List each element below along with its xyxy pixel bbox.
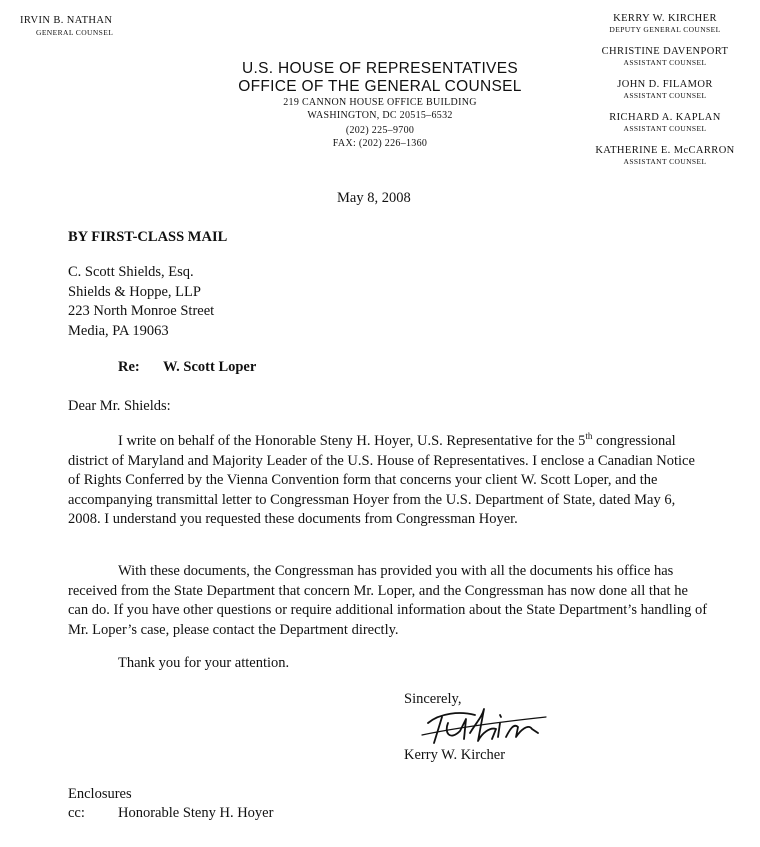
recipient-line: 223 North Monroe Street (68, 303, 215, 319)
handwritten-signature (420, 693, 550, 751)
letterhead-address1: 219 CANNON HOUSE OFFICE BUILDING (283, 97, 477, 108)
delivery-method: BY FIRST-CLASS MAIL (68, 229, 228, 245)
paragraph-text: congressional district of Maryland and Majority Leader of the U.S. House of Representatives. I enclose a Canadian Notice of Rights Conferred by the Vienna Convention form that concerns your client W. Scott Loper, and the accompanying transmittal letter to Congressman Hoyer from the U.S. Department of State, dated May 6, 2008. I understand you requested these documents from Congressman Hoyer. (68, 433, 695, 528)
salutation: Dear Mr. Shields: (68, 398, 171, 414)
letterhead-address2: WASHINGTON, DC 20515–6532 (307, 110, 453, 121)
letterhead (220, 60, 540, 150)
staff-entry (575, 46, 755, 79)
cc-label: cc: (68, 805, 85, 821)
re-subject: W. Scott Loper (163, 359, 257, 375)
letterhead-phone: (202) 225–9700 (345, 125, 415, 136)
staff-name: KERRY W. KIRCHER (613, 13, 717, 24)
general-counsel-title: GENERAL COUNSEL (36, 28, 114, 37)
staff-title: ASSISTANT COUNSEL (623, 124, 707, 133)
recipient-address (68, 263, 214, 341)
letterhead-fax: FAX: (202) 226–1360 (332, 138, 428, 149)
letterhead-line1: U.S. HOUSE OF REPRESENTATIVES (242, 60, 518, 77)
staff-entry (575, 145, 755, 178)
body-paragraph-1 (68, 432, 708, 530)
staff-title: ASSISTANT COUNSEL (623, 58, 707, 67)
staff-entry (575, 112, 755, 145)
staff-title: DEPUTY GENERAL COUNSEL (609, 25, 721, 34)
paragraph-text: I write on behalf of the Honorable Steny H. Hoyer, U.S. Representative for the 5 (118, 433, 586, 449)
re-label: Re: (118, 359, 140, 375)
staff-list (575, 13, 755, 178)
body-paragraph-3 (68, 654, 708, 674)
ordinal-superscript: th (585, 431, 593, 441)
recipient-line: Shields & Hoppe, LLP (68, 283, 201, 300)
paragraph-text: With these documents, the Congressman has provided you with all the documents his office has received from the State Department that concern Mr. Loper, and the Congressman has now done all that he can do. If you have other questions or require additional information about the State Department’s handling of Mr. Loper’s case, please contact the Department directly. (68, 563, 708, 638)
enclosures: Enclosures (68, 786, 132, 802)
staff-title: ASSISTANT COUNSEL (623, 157, 707, 166)
letterhead-line2: OFFICE OF THE GENERAL COUNSEL (238, 78, 522, 95)
closing: Sincerely, (404, 691, 462, 707)
recipient-line: C. Scott Shields, Esq. (68, 264, 194, 280)
general-counsel-name: IRVIN B. NATHAN (20, 15, 113, 26)
staff-title: ASSISTANT COUNSEL (623, 91, 707, 100)
staff-name: JOHN D. FILAMOR (617, 79, 713, 90)
body-paragraph-2 (68, 562, 708, 640)
staff-entry (575, 79, 755, 112)
staff-entry (575, 13, 755, 46)
staff-name: RICHARD A. KAPLAN (609, 112, 721, 123)
staff-name: CHRISTINE DAVENPORT (601, 46, 729, 57)
recipient-line: Media, PA 19063 (68, 322, 169, 339)
staff-name: KATHERINE E. McCARRON (595, 145, 735, 156)
letter-date: May 8, 2008 (337, 190, 411, 206)
signature-name: Kerry W. Kircher (404, 747, 506, 763)
cc-name: Honorable Steny H. Hoyer (118, 805, 274, 821)
paragraph-text: Thank you for your attention. (118, 655, 290, 671)
